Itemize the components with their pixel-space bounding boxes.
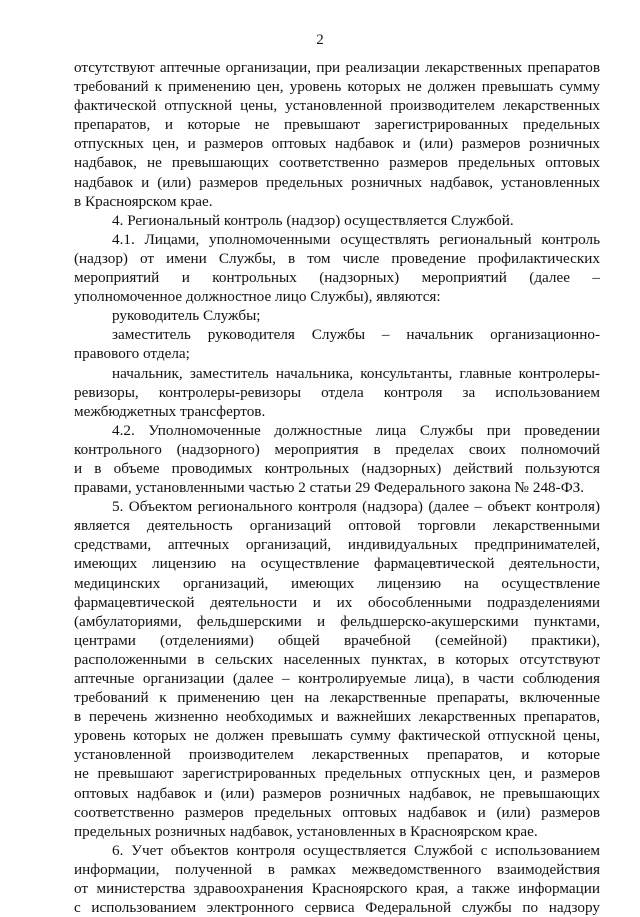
text-line: оптовых надбавок и (или) размеров розничных надбавок, не превышающих bbox=[74, 784, 600, 802]
text-line: контрольного (надзорного) мероприятия в пределах своих полномочий bbox=[74, 440, 600, 458]
text-line: является деятельность организаций оптовой торговли лекарственными bbox=[74, 517, 600, 535]
text-line: предельных розничных надбавок, установленных в Красноярском крае. bbox=[74, 822, 538, 840]
text-line: информации, полученной в рамках межведомственного взаимодействия bbox=[74, 860, 600, 878]
text-line: надбавок, не превышающих соответственно размеров предельных оптовых bbox=[74, 154, 600, 172]
text-line: в Красноярском крае. bbox=[74, 192, 213, 210]
text-line: медицинских организаций, имеющих лицензию на осуществление bbox=[74, 574, 600, 592]
text-line: 4.2. Уполномоченные должностные лица Службы при проведении bbox=[112, 421, 600, 439]
text-line: не превышают зарегистрированных предельных отпускных цен, и размеров bbox=[74, 765, 600, 783]
text-line: средствами, аптечных организаций, индивидуальных предпринимателей, bbox=[74, 536, 600, 554]
text-line: надбавок и (или) размеров предельных розничных надбавок, установленных bbox=[74, 173, 600, 191]
text-line: 5. Объектом регионального контроля (надзора) (далее – объект контроля) bbox=[112, 498, 600, 516]
text-line: фармацевтической деятельности и их обособленными подразделениями bbox=[74, 593, 600, 611]
text-line: имеющих лицензию на осуществление фармацевтической деятельности, bbox=[74, 555, 600, 573]
text-line: ревизоры, контролеры-ревизоры отдела контроля за использованием bbox=[74, 383, 600, 401]
text-line: 6. Учет объектов контроля осуществляется Службой с использованием bbox=[112, 841, 600, 859]
page-number: 2 bbox=[316, 32, 324, 48]
text-line: (амбулаториями, фельдшерскими и фельдшерско-акушерскими пунктами, bbox=[74, 612, 600, 630]
text-line: расположенными в сельских населенных пунктах, в которых отсутствуют bbox=[74, 650, 600, 668]
text-line: 4. Региональный контроль (надзор) осуществляется Службой. bbox=[112, 211, 514, 229]
text-line: отсутствуют аптечные организации, при реализации лекарственных препаратов bbox=[74, 59, 600, 76]
text-line: центрами (отделениями) общей врачебной (семейной) практики), bbox=[74, 631, 600, 649]
text-line: отпускных цен, и размеров оптовых надбавок и (или) размеров розничных bbox=[74, 135, 600, 153]
text-line: от министерства здравоохранения Красноярского края, а также информации bbox=[74, 880, 600, 898]
text-line: требований к применению цен, уровень которых не должен превышать сумму bbox=[74, 78, 600, 96]
text-line: межбюджетных трансфертов. bbox=[74, 402, 266, 420]
text-line: правового отдела; bbox=[74, 345, 190, 363]
text-line: и в объеме проводимых контрольных (надзорных) действий пользуются bbox=[74, 459, 600, 477]
text-line: требований к применению цен на лекарственные препараты, включенные bbox=[74, 689, 600, 707]
text-line: заместитель руководителя Службы – начальник организационно- bbox=[112, 326, 600, 344]
text-line: установленной производителем лекарственных препаратов, и которые bbox=[74, 746, 600, 764]
text-line: фактической отпускной цены, установленной производителем лекарственных bbox=[74, 97, 600, 115]
text-line: аптечные организации (далее – контролируемые лица), в части соблюдения bbox=[74, 670, 600, 687]
document-body bbox=[74, 58, 600, 917]
text-line: в перечень жизненно необходимых и важнейших лекарственных препаратов, bbox=[74, 708, 600, 726]
text-line: правами, установленными частью 2 статьи 29 Федерального закона № 248-ФЗ. bbox=[74, 479, 585, 497]
text-line: уполномоченное должностное лицо Службы), являются: bbox=[74, 288, 441, 306]
text-line: соответственно размеров предельных оптовых надбавок и (или) размеров bbox=[74, 803, 600, 821]
text-line: руководитель Службы; bbox=[112, 307, 261, 325]
text-line: (надзор) от имени Службы, в том числе проведение профилактических bbox=[74, 249, 600, 267]
text-line: мероприятий и контрольных (надзорных) мероприятий (далее – bbox=[74, 269, 600, 287]
text-line: уровень которых не должен превышать сумму фактической отпускной цены, bbox=[74, 727, 600, 745]
text-line: с использованием электронного сервиса Федеральной службы по надзору bbox=[74, 899, 600, 917]
text-line: 4.1. Лицами, уполномоченными осуществлять региональный контроль bbox=[112, 230, 600, 248]
text-line: препаратов, и которые не превышают зарегистрированных предельных bbox=[74, 116, 600, 134]
text-line: начальник, заместитель начальника, консультанты, главные контролеры- bbox=[112, 364, 600, 382]
